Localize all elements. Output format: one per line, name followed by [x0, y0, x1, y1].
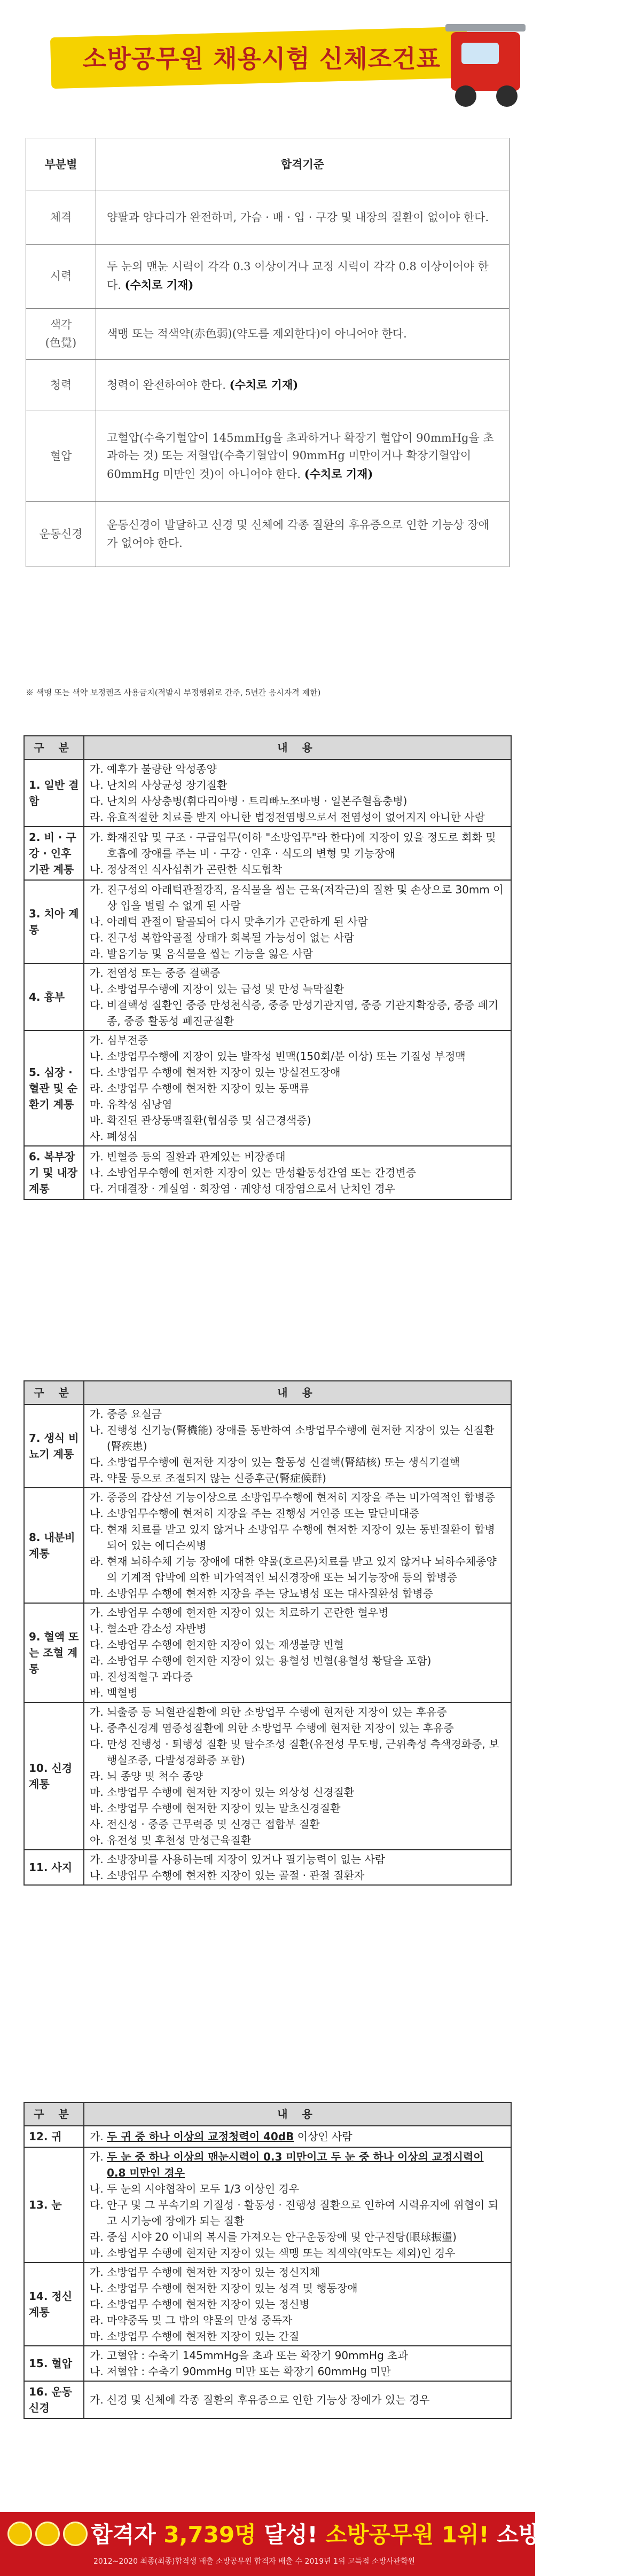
criteria-category: 청력: [26, 360, 96, 411]
list-item: 라. 소방업무 수행에 현저한 지장이 있는 용혈성 빈혈(용혈성 황달을 포함): [90, 1654, 432, 1667]
criteria-row: [26, 360, 510, 411]
list-item: 바. 확진된 관상동맥질환(협심증 및 심근경색증): [90, 1114, 311, 1127]
header-criteria: 합격기준: [96, 138, 510, 191]
table-row: [24, 1031, 511, 1146]
list-item: 마. 소방업무 수행에 현저한 지장이 있는 색맹 또는 적색약(약도는 제외)인 경우: [90, 2247, 456, 2259]
medal-icon: [63, 2522, 88, 2546]
criteria-row: [26, 309, 510, 360]
section-content: [84, 2381, 511, 2418]
list-item: 가. 화재진압 및 구조 · 구급업무(이하 "소방업무"라 한다)에 지장이 있을 정도로 회화 및 호흡에 장애를 주는 비 · 구강 · 인후 · 식도의 변형 및 기능장애: [90, 831, 496, 860]
section-label: 9. 혈액 또는 조혈 계통: [24, 1603, 84, 1702]
criteria-category: 체격: [26, 191, 96, 245]
section-label: 7. 생식 비뇨기 계통: [24, 1404, 84, 1488]
section-label: 15. 혈압: [24, 2346, 84, 2381]
section-label: 12. 귀: [24, 2126, 84, 2147]
list-item: 가. 예후가 불량한 악성종양: [90, 763, 217, 775]
list-item: 다. 소방업무 수행에 현저한 지장이 있는 재생불량 빈혈: [90, 1638, 344, 1651]
list-item: 나. 소방업무수행에 지장이 있는 급성 및 만성 늑막질환: [90, 983, 344, 995]
criteria-table: [26, 138, 510, 567]
header-content: 내 용: [84, 1381, 511, 1404]
section-content: [84, 1850, 511, 1885]
list-item: 다. 소방업무 수행에 현저한 지장이 있는 정신병: [90, 2298, 310, 2311]
section-label: 8. 내분비 계통: [24, 1488, 84, 1603]
table-header-row: [24, 2102, 511, 2126]
table-row: [24, 880, 511, 963]
banner-title: 소방공무원 채용시험 신체조건표: [82, 44, 441, 73]
section-label: 13. 눈: [24, 2147, 84, 2263]
disease-table-1: [23, 735, 512, 1200]
section-content: [84, 1488, 511, 1603]
table-row: [24, 2126, 511, 2147]
list-item: 다. 소방업무 수행에 현저한 지장이 있는 방실전도장애: [90, 1066, 341, 1079]
table-row: [24, 827, 511, 880]
criteria-category: 운동신경: [26, 502, 96, 567]
list-item: 가. 뇌출증 등 뇌혈관질환에 의한 소방업무 수행에 현저한 지장이 있는 후유증: [90, 1706, 447, 1718]
lens-note: ※ 색맹 또는 색약 보정렌즈 사용금지(적발시 부정행위로 간주, 5년간 응시자격 제한): [26, 688, 321, 697]
section-label: 14. 정신 계통: [24, 2263, 84, 2346]
list-item: 나. 아래턱 관절이 탈골되어 다시 맞추기가 곤란하게 된 사람: [90, 915, 368, 928]
header-section: 구 분: [24, 1381, 84, 1404]
list-item: 가. 두 눈 중 하나 이상의 맨눈시력이 0.3 미만이고 두 눈 중 하나 이상의 교정시력이 0.8 미만인 경우: [90, 2150, 484, 2179]
list-item: 라. 현재 뇌하수체 기능 장애에 대한 약물(호르몬)치료를 받고 있지 않거나 뇌하수체종양의 기계적 압박에 의한 비가역적인 뇌신경장애 또는 뇌기능장애 등의 합병증: [90, 1555, 497, 1584]
criteria-category: 색각 (色覺): [26, 309, 96, 360]
section-label: 6. 복부장기 및 내장 계통: [24, 1146, 84, 1199]
list-item: 라. 마약중독 및 그 밖의 약물의 만성 중독자: [90, 2314, 293, 2327]
list-item: 다. 비결핵성 질환인 중증 만성천식증, 중증 만성기관지염, 중증 기관지확장증, 중증 폐기종, 중증 활동성 폐진균질환: [90, 999, 499, 1027]
table-row: [24, 2263, 511, 2346]
list-item: 나. 두 눈의 시야협착이 모두 1/3 이상인 경우: [90, 2182, 300, 2195]
table-row: [24, 759, 511, 827]
list-item: 나. 소방업무 수행에 현저한 지장이 있는 골절 · 관절 질환자: [90, 1869, 365, 1882]
list-item: 바. 소방업무 수행에 현저한 지장이 있는 말초신경질환: [90, 1802, 341, 1815]
section-content: [84, 880, 511, 963]
list-item: 나. 정상적인 식사섭취가 곤란한 식도협착: [90, 863, 283, 876]
criteria-text: 색맹 또는 적색약(赤色弱)(약도를 제외한다)이 아니어야 한다.: [96, 309, 510, 360]
criteria-row: [26, 502, 510, 567]
table-row: [24, 1404, 511, 1488]
section-content: [84, 1404, 511, 1488]
disease-table-2: [23, 1380, 512, 1886]
footer-banner: [0, 2512, 627, 2576]
list-item: 사. 전신성 · 중증 근무력증 및 신경근 접합부 질환: [90, 1818, 320, 1831]
list-item: 다. 거대결장 · 게실염 · 회장염 · 궤양성 대장염으로서 난치인 경우: [90, 1182, 396, 1195]
section-content: [84, 2346, 511, 2381]
criteria-text: 운동신경이 발달하고 신경 및 신체에 각종 질환의 후유증으로 인한 기능상 장애가 없어야 한다.: [96, 502, 510, 567]
table-header-row: [24, 1381, 511, 1404]
list-item: 나. 난치의 사상균성 장기질환: [90, 779, 228, 791]
section-label: 16. 운동 신경: [24, 2381, 84, 2418]
list-item: 라. 소방업무 수행에 현저한 지장이 있는 동맥류: [90, 1082, 310, 1095]
section-label: 10. 신경 계통: [24, 1702, 84, 1850]
medal-icons: [7, 2522, 91, 2548]
list-item: 마. 소방업무 수행에 현저한 지장이 있는 외상성 신경질환: [90, 1786, 355, 1799]
list-item: 가. 소방업무 수행에 현저한 지장이 있는 치료하기 곤란한 혈우병: [90, 1606, 389, 1619]
fire-truck-icon: [445, 11, 526, 112]
list-item: 가. 빈혈증 등의 질환과 관계있는 비장종대: [90, 1150, 286, 1163]
table-row: [24, 2147, 511, 2263]
header-content: 내 용: [84, 2102, 511, 2126]
header-banner: [0, 0, 535, 124]
medal-icon: [35, 2522, 60, 2546]
list-item: 가. 중증 요실금: [90, 1408, 162, 1420]
header-section: 구 분: [24, 736, 84, 759]
list-item: 다. 안구 및 그 부속기의 기질성 · 활동성 · 진행성 질환으로 인하여 시력유지에 위협이 되고 시기능에 장애가 되는 질환: [90, 2198, 498, 2227]
criteria-text: 양팔과 양다리가 완전하며, 가슴 · 배 · 입 · 구강 및 내장의 질환이 없어야 한다.: [96, 191, 510, 245]
list-item: 나. 소방업무수행에 현저히 지장을 주는 진행성 거인증 또는 말단비대증: [90, 1507, 420, 1520]
list-item: 나. 소방업무수행에 현저한 지장이 있는 만성활동성간염 또는 간경변증: [90, 1166, 417, 1179]
table-row: [24, 1488, 511, 1603]
table-row: [24, 2381, 511, 2418]
list-item: 사. 폐성심: [90, 1130, 138, 1143]
list-item: 나. 소방업무수행에 지장이 있는 발작성 빈맥(150회/분 이상) 또는 기질성 부정맥: [90, 1050, 466, 1063]
list-item: 라. 뇌 종양 및 척수 종양: [90, 1770, 203, 1782]
list-item: 라. 발음기능 및 음식물을 씹는 기능을 잃은 사람: [90, 947, 313, 960]
list-item: 마. 소방업무 수행에 현저한 지장이 있는 간질: [90, 2330, 300, 2343]
section-label: 4. 흉부: [24, 963, 84, 1031]
section-content: [84, 827, 511, 880]
list-item: 아. 유전성 및 후천성 만성근육질환: [90, 1834, 252, 1847]
section-content: [84, 2126, 511, 2147]
section-content: [84, 1146, 511, 1199]
list-item: 라. 약물 등으로 조절되지 않는 신증후군(腎症候群): [90, 1472, 326, 1485]
list-item: 가. 전염성 또는 중증 결핵증: [90, 967, 221, 979]
footer-subtext: 2012~2020 최종(최종)합격생 배출 소방공무원 합격자 배출 수 2019년 1위 고득점 소방사관학원: [93, 2557, 416, 2566]
header-content: 내 용: [84, 736, 511, 759]
disease-table-3: [23, 2102, 512, 2419]
criteria-text: 고혈압(수축기혈압이 145mmHg을 초과하거나 확장기 혈압이 90mmHg을 초과하는 것) 또는 저혈압(수축기혈압이 90mmHg 미만이거나 확장기혈압이 60mmHg 미만인 것)이 아니어야 한다. (수치로 기재): [96, 411, 510, 502]
footer-headline: 합격자 3,739명 달성! 소방공무원 1위! 소방사관학원: [91, 2522, 627, 2548]
section-label: 11. 사지: [24, 1850, 84, 1885]
list-item: 다. 난치의 사상충병(휘다리아병 · 트리빠노쪼마병 · 일본주혈흡충병): [90, 795, 407, 807]
table-row: [24, 1603, 511, 1702]
list-item: 가. 신경 및 신체에 각종 질환의 후유증으로 인한 기능상 장애가 있는 경우: [90, 2393, 430, 2406]
list-item: 가. 소방장비를 사용하는데 지장이 있거나 필기능력이 없는 사람: [90, 1853, 386, 1866]
table-row: [24, 1146, 511, 1199]
list-item: 나. 혈소판 감소성 자반병: [90, 1622, 207, 1635]
section-content: [84, 1603, 511, 1702]
list-item: 나. 진행성 신기능(腎機能) 장애를 동반하여 소방업무수행에 현저한 지장이 있는 신질환(腎疾患): [90, 1424, 495, 1452]
table-header-row: [24, 736, 511, 759]
table-row: [24, 963, 511, 1031]
section-content: [84, 2147, 511, 2263]
list-item: 가. 고혈압 : 수축기 145mmHg을 초과 또는 확장기 90mmHg 초과: [90, 2349, 408, 2362]
list-item: 나. 중추신경계 염증성질환에 의한 소방업무 수행에 현저한 지장이 있는 후유증: [90, 1722, 454, 1734]
section-label: 5. 심장 · 혈관 및 순환기 계통: [24, 1031, 84, 1146]
section-content: [84, 2263, 511, 2346]
section-content: [84, 1702, 511, 1850]
list-item: 나. 소방업무 수행에 현저한 지장이 있는 성격 및 행동장애: [90, 2282, 358, 2295]
section-label: 1. 일반 결함: [24, 759, 84, 827]
list-item: 나. 저혈압 : 수축기 90mmHg 미만 또는 확장기 60mmHg 미만: [90, 2365, 391, 2378]
list-item: 라. 중심 시야 20 이내의 복시를 가져오는 안구운동장애 및 안구진탕(眼球振盪): [90, 2231, 457, 2243]
list-item: 라. 유효적절한 치료를 받지 아니한 법정전염병으로서 전염성이 없어지지 아니한 사람: [90, 811, 485, 823]
header-category: 부분별: [26, 138, 96, 191]
section-content: [84, 963, 511, 1031]
section-content: [84, 1031, 511, 1146]
list-item: 가. 두 귀 중 하나 이상의 교정청력이 40dB 이상인 사람: [90, 2130, 352, 2143]
section-label: 2. 비 · 구강 · 인후기관 계통: [24, 827, 84, 880]
section-label: 3. 치아 계통: [24, 880, 84, 963]
medal-icon: [7, 2522, 32, 2546]
list-item: 마. 소방업무 수행에 현저한 지장을 주는 당뇨병성 또는 대사질환성 합병증: [90, 1587, 434, 1600]
criteria-category: 시력: [26, 245, 96, 309]
list-item: 마. 진성적혈구 과다증: [90, 1670, 193, 1683]
section-content: [84, 759, 511, 827]
table-row: [24, 1702, 511, 1850]
criteria-text: 청력이 완전하여야 한다. (수치로 기재): [96, 360, 510, 411]
list-item: 가. 소방업무 수행에 현저한 지장이 있는 정신지체: [90, 2266, 320, 2279]
criteria-category: 혈압: [26, 411, 96, 502]
table-row: [24, 2346, 511, 2381]
criteria-row: [26, 191, 510, 245]
list-item: 가. 중증의 갑상선 기능이상으로 소방업무수행에 현저히 지장을 주는 비가역적인 합병증: [90, 1491, 496, 1504]
header-section: 구 분: [24, 2102, 84, 2126]
list-item: 마. 유착성 심낭염: [90, 1098, 173, 1111]
list-item: 바. 백혈병: [90, 1686, 138, 1699]
table-row: [24, 1850, 511, 1885]
list-item: 다. 진구성 복합악골절 상태가 회복될 가능성이 없는 사람: [90, 931, 355, 944]
criteria-row: [26, 245, 510, 309]
list-item: 다. 소방업무수행에 현저한 지장이 있는 활동성 신결핵(腎結核) 또는 생식기결핵: [90, 1456, 460, 1468]
list-item: 다. 현재 치료를 받고 있지 않거나 소방업무 수행에 현저한 지장이 있는 동반질환이 합병되어 있는 에디슨씨병: [90, 1523, 495, 1552]
list-item: 가. 진구성의 아래턱관절강직, 음식물을 씹는 근육(저작근)의 질환 및 손상으로 30mm 이상 입을 벌릴 수 없게 된 사람: [90, 883, 504, 912]
criteria-text: 두 눈의 맨눈 시력이 각각 0.3 이상이거나 교정 시력이 각각 0.8 이상이어야 한다. (수치로 기재): [96, 245, 510, 309]
criteria-row: [26, 411, 510, 502]
list-item: 가. 심부전증: [90, 1034, 148, 1047]
list-item: 다. 만성 진행성 · 퇴행성 질환 및 탈수조성 질환(유전성 무도병, 근위축성 측색경화증, 보행실조증, 다발성경화증 포함): [90, 1738, 499, 1766]
